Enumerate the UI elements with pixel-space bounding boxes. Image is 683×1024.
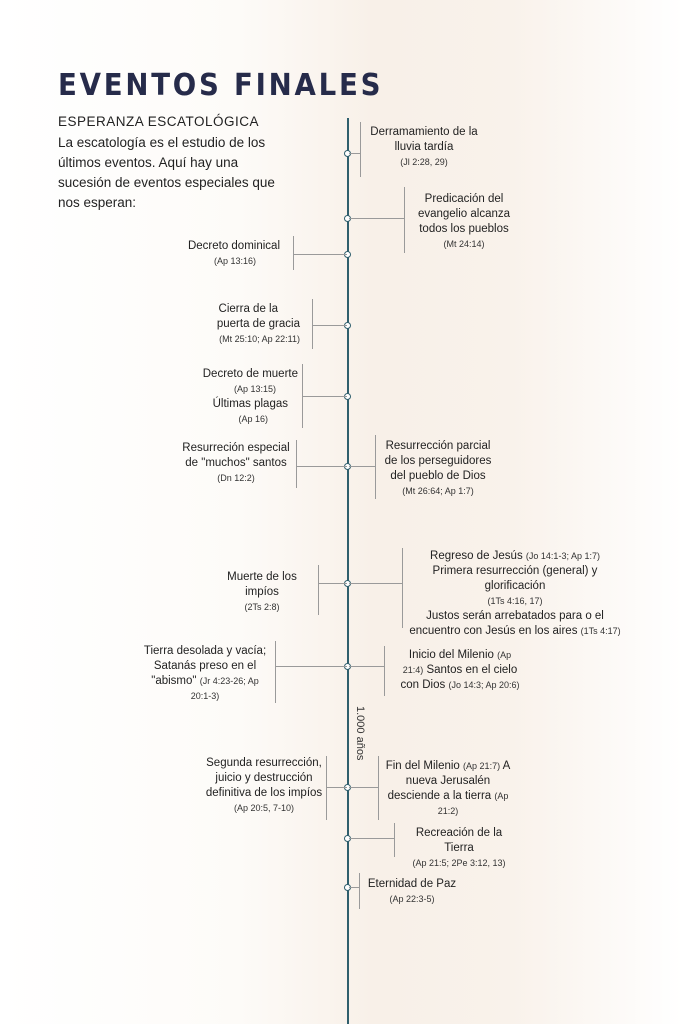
event-text: definitiva de los impíos [205, 787, 323, 799]
connector-bracket [360, 122, 361, 177]
connector-bracket [394, 823, 395, 857]
event-text: Resurreción especial [182, 442, 290, 454]
event-text: Regreso de Jesús (Jo 14:1-3; Ap 1:7) [430, 550, 600, 562]
millennium-label: 1.000 años [354, 706, 366, 761]
event-reference: (Ap 16) [238, 414, 268, 424]
connector-line [349, 583, 402, 584]
event-text: Segunda resurrección, [206, 757, 322, 769]
connector-line [302, 396, 347, 397]
connector-bracket [293, 236, 294, 270]
event-text: evangelio alcanza [417, 208, 511, 220]
event-reference: (Ap 13:15) [233, 384, 276, 394]
connector-bracket [375, 435, 376, 499]
event-puerta-gracia [160, 302, 300, 347]
event-eternidad-paz [362, 877, 462, 907]
event-inicio-milenio [392, 648, 528, 693]
event-text: Cierra de la [218, 303, 278, 315]
intro-text: La escatología es el estudio de los últimos eventos. Aquí hay una sucesión de eventos especiales que nos esperan: [58, 135, 275, 210]
event-text: juicio y destrucción [215, 772, 313, 784]
event-reference: 20:1-3) [190, 691, 220, 701]
event-reference: (Ap 20:5, 7-10) [233, 803, 295, 813]
connector-bracket [359, 873, 360, 909]
event-text: Satanás preso en el [153, 660, 257, 672]
event-text: lluvia tardía [394, 141, 454, 153]
event-text: Predicación del [424, 193, 504, 205]
event-predicacion-evangelio [408, 192, 520, 252]
connector-line [275, 666, 347, 667]
event-resurrecion-especial [182, 441, 290, 486]
event-text: Inicio del Milenio (Ap [408, 649, 512, 661]
connector-bracket [312, 299, 313, 349]
connector-line [349, 787, 378, 788]
event-decreto-muerte [160, 367, 298, 427]
event-reference: (Dn 12:2) [217, 473, 255, 483]
event-text: Últimas plagas [212, 398, 288, 410]
connector-bracket [296, 440, 297, 488]
event-reference: (2Ts 2:8) [244, 602, 280, 612]
event-reference: (1Ts 4:16, 17) [487, 596, 543, 606]
event-text: de "muchos" santos [185, 457, 287, 469]
event-text: Tierra desolada y vacía; [143, 645, 267, 657]
event-recreacion-tierra [400, 826, 518, 871]
connector-bracket [318, 565, 319, 615]
event-text: "abismo" (Jr 4:23-26; Ap [151, 675, 259, 687]
event-decreto-dominical [150, 239, 280, 269]
connector-bracket [402, 548, 403, 628]
event-text: de los perseguidores [384, 455, 492, 467]
connector-bracket [326, 756, 327, 820]
connector-line [296, 466, 347, 467]
event-tierra-desolada [138, 644, 272, 704]
connector-line [318, 583, 347, 584]
event-reference: (Ap 13:16) [213, 256, 256, 266]
event-text: Decreto dominical [187, 240, 280, 252]
event-reference: (Jl 2:28, 29) [400, 157, 448, 167]
event-text: Recreación de la Tierra [415, 827, 503, 854]
event-reference: (Mt 26:64; Ap 1:7) [402, 486, 474, 496]
event-text: Derramamiento de la [370, 126, 478, 138]
event-text: encuentro con Jesús en los aires (1Ts 4:17) [409, 625, 621, 637]
connector-bracket [275, 641, 276, 703]
event-lluvia-tardia [368, 125, 480, 170]
connector-line [349, 218, 404, 219]
connector-bracket [378, 756, 379, 820]
event-text: Primera resurrección (general) y glorificación [432, 565, 598, 592]
event-text: Muerte de los impíos [227, 571, 297, 598]
event-muerte-impios [212, 570, 312, 615]
connector-line [349, 466, 375, 467]
event-regreso-jesus [406, 549, 624, 639]
subtitle: ESPERANZA ESCATOLÓGICA [58, 114, 260, 129]
event-text: Fin del Milenio (Ap 21:7) A [385, 760, 511, 772]
connector-bracket [302, 364, 303, 428]
event-reference: 21:2) [437, 806, 459, 816]
event-text: Justos serán arrebatados para o el [426, 610, 604, 622]
event-text: desciende a la tierra (Ap [387, 790, 509, 802]
page-title: EVENTOS FINALES [58, 68, 384, 103]
event-text: del pueblo de Dios [390, 470, 486, 482]
connector-bracket [404, 187, 405, 253]
connector-line [349, 666, 384, 667]
event-text: todos los pueblos [419, 223, 509, 235]
event-segunda-resurreccion [204, 756, 324, 816]
event-text: con Dios (Jo 14:3; Ap 20:6) [400, 679, 520, 691]
connector-line [326, 787, 347, 788]
connector-line [349, 887, 359, 888]
event-fin-milenio [382, 759, 514, 819]
event-text: Resurrección parcial [385, 440, 491, 452]
event-text: Decreto de muerte [202, 368, 298, 380]
event-reference: (Ap 21:5; 2Pe 3:12, 13) [412, 858, 506, 868]
connector-line [293, 254, 347, 255]
connector-line [349, 838, 394, 839]
connector-bracket [384, 646, 385, 696]
event-text: nueva Jerusalén [405, 775, 491, 787]
event-resurreccion-parcial [380, 439, 496, 499]
event-text: 21:4) Santos en el cielo [402, 664, 518, 676]
event-reference: (Mt 25:10; Ap 22:11) [219, 334, 300, 344]
event-text: Eternidad de Paz [367, 878, 457, 890]
event-reference: (Mt 24:14) [443, 239, 485, 249]
event-reference: (Ap 22:3-5) [389, 894, 435, 904]
connector-line [312, 325, 347, 326]
event-text: puerta de gracia [216, 318, 300, 330]
